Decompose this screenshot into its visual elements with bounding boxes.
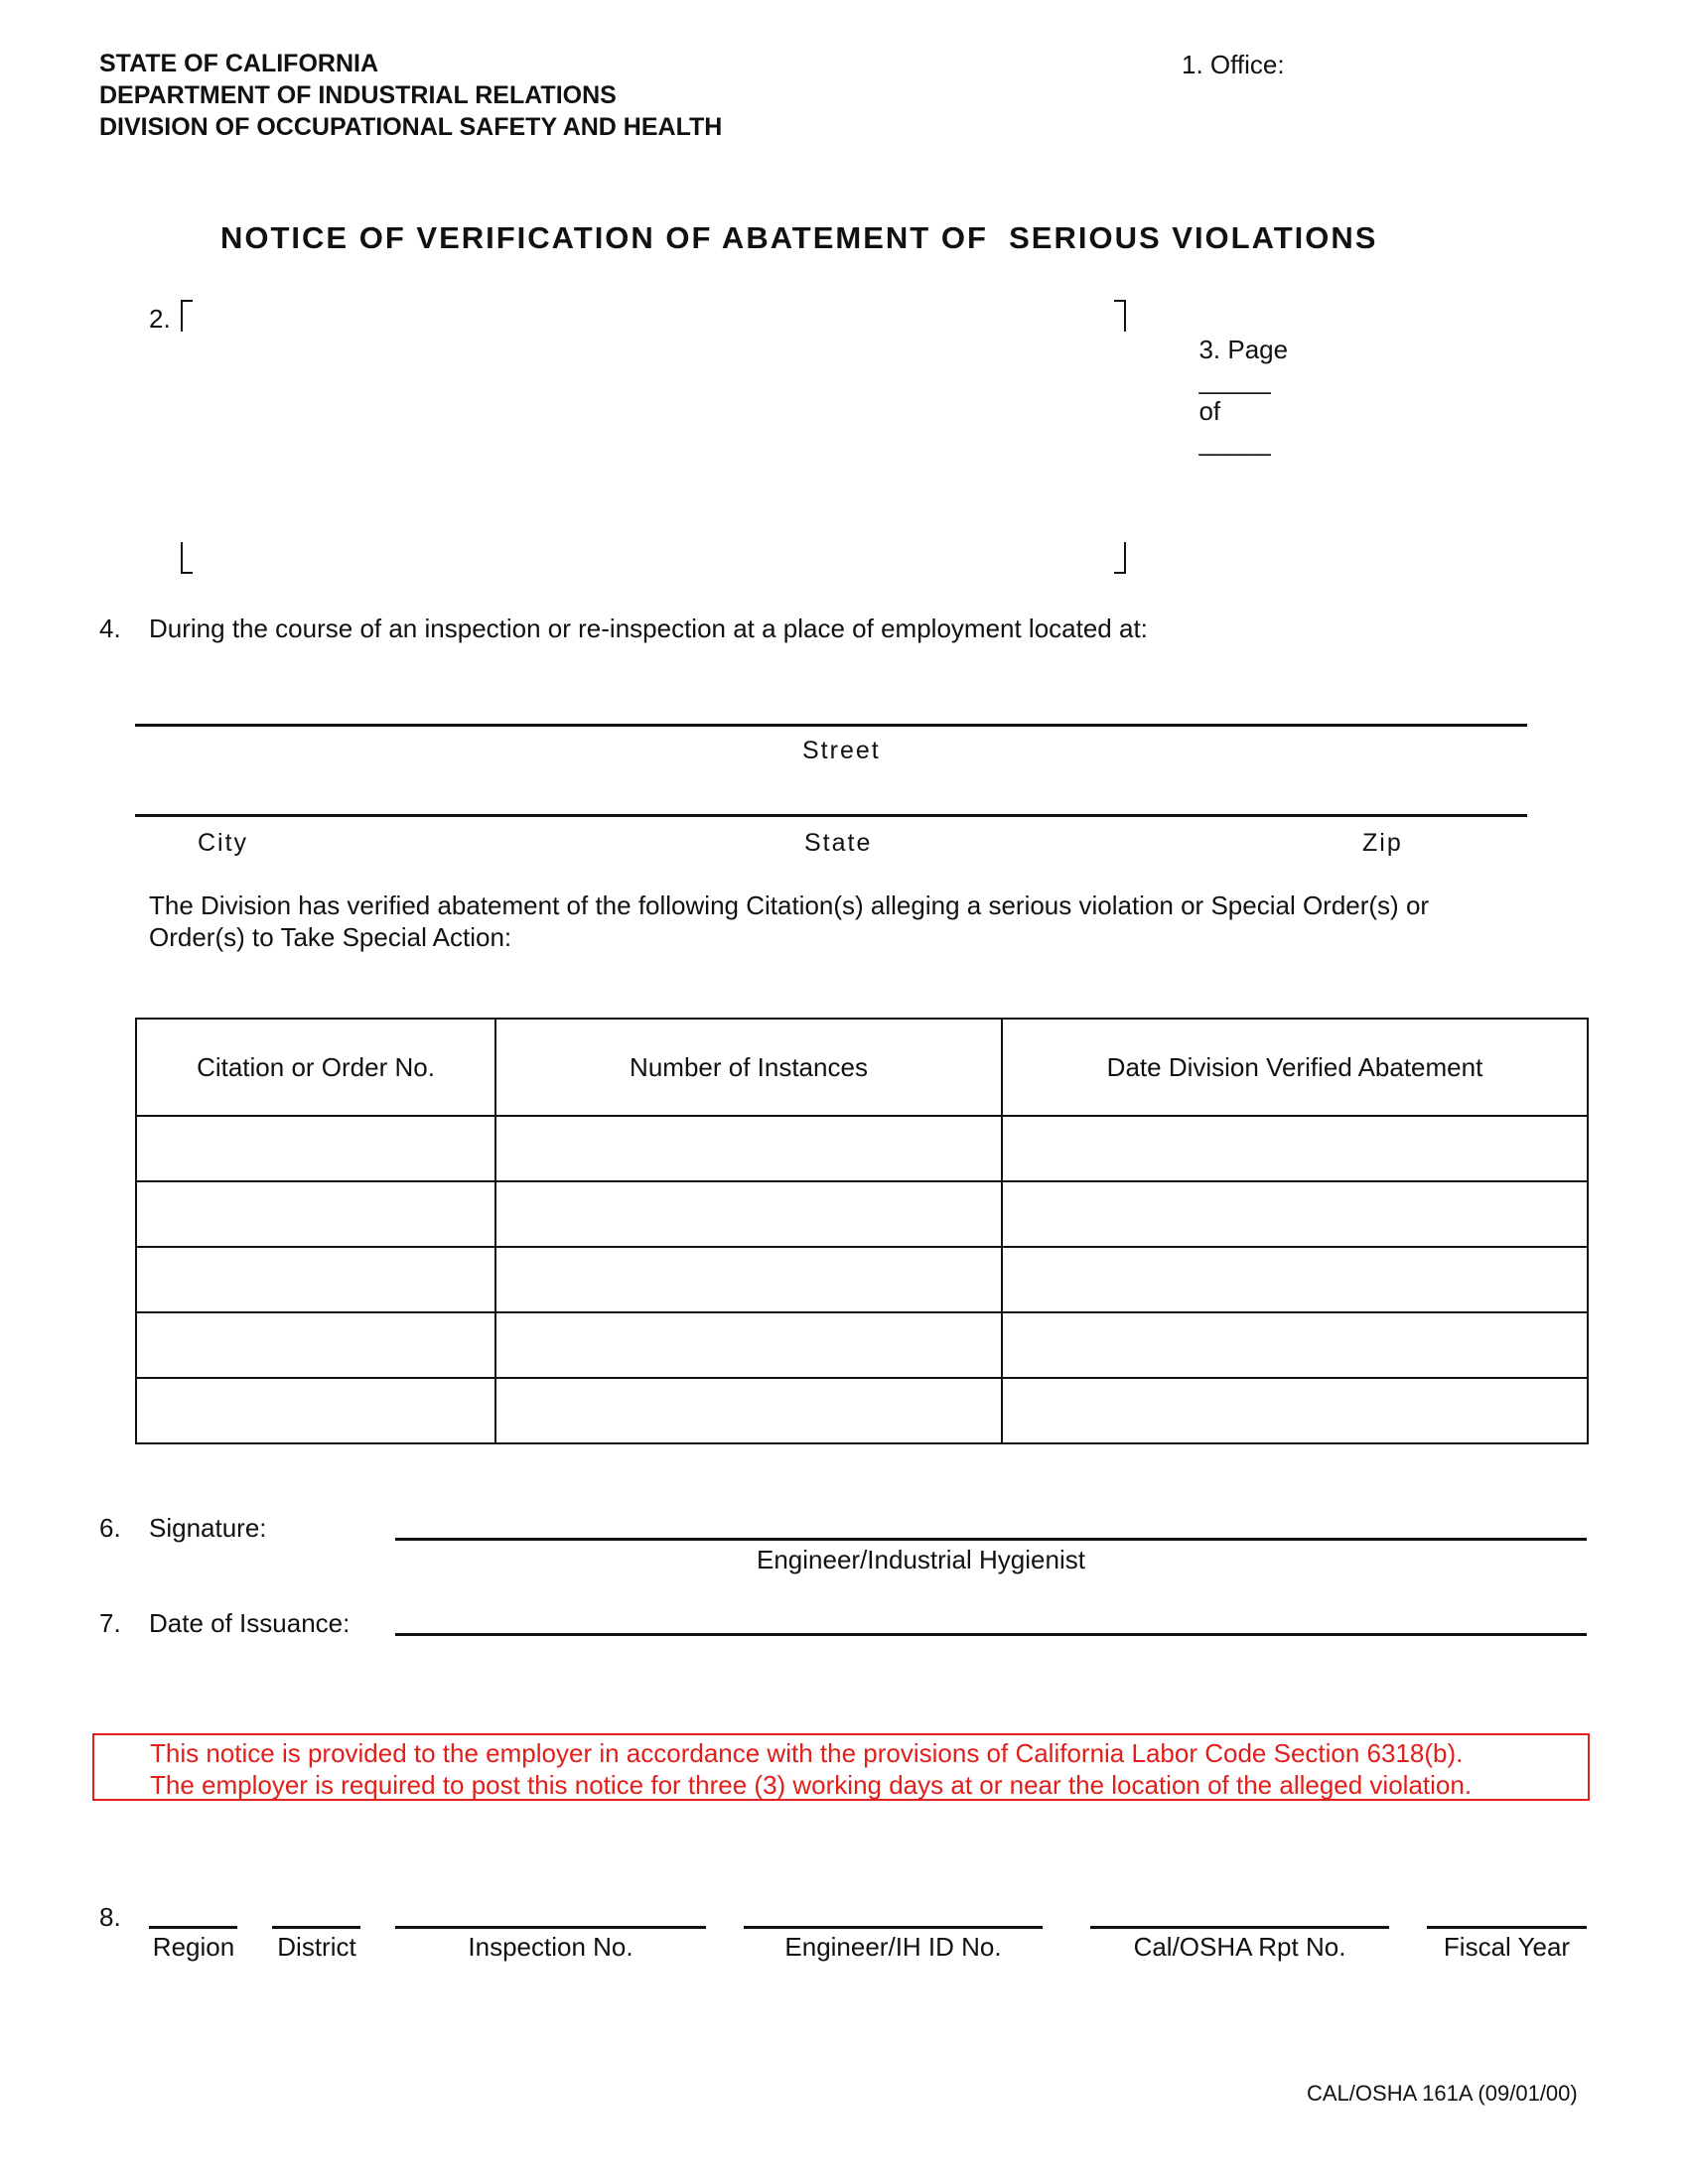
page-total-blank[interactable]: _____ — [1198, 427, 1271, 457]
date-verified-cell[interactable] — [1002, 1116, 1588, 1181]
citation-no-header: Citation or Order No. — [136, 1019, 495, 1116]
page-of-label: of — [1198, 396, 1221, 426]
citation-no-cell[interactable] — [136, 1378, 495, 1443]
address-bracket-bottom-right — [1114, 542, 1126, 574]
table-row — [136, 1247, 1588, 1312]
form-id: CAL/OSHA 161A (09/01/00) — [1307, 2081, 1578, 2106]
item-4-text: During the course of an inspection or re-inspection at a place of employment located at: — [149, 614, 1148, 643]
engineer-id-label: Engineer/IH ID No. — [784, 1932, 1002, 1962]
zip-label: Zip — [1362, 829, 1403, 857]
notice-line-2: The employer is required to post this notice for three (3) working days at or near the location of the alleged violation. — [150, 1770, 1473, 1800]
page-number[interactable] — [1185, 304, 1288, 458]
fiscal-year-line[interactable] — [1427, 1926, 1587, 1929]
page-current-blank[interactable]: _____ — [1198, 365, 1271, 395]
table-row — [136, 1116, 1588, 1181]
item-7-number: 7. — [99, 1608, 121, 1638]
date-verified-cell[interactable] — [1002, 1378, 1588, 1443]
signature-sublabel: Engineer/Industrial Hygienist — [757, 1545, 1085, 1574]
citation-no-cell[interactable] — [136, 1116, 495, 1181]
posting-notice — [92, 1733, 1590, 1801]
item-2-number: 2. — [149, 304, 171, 334]
signature-label: Signature: — [149, 1513, 267, 1543]
table-row — [136, 1312, 1588, 1378]
table-header-row — [136, 1019, 1588, 1116]
engineer-id-line[interactable] — [744, 1926, 1043, 1929]
office-label: 1. Office: — [1182, 50, 1285, 79]
date-verified-header: Date Division Verified Abatement — [1002, 1019, 1588, 1116]
citation-no-cell[interactable] — [136, 1247, 495, 1312]
verified-abatement-text: The Division has verified abatement of the following Citation(s) alleging a serious violation or Special Order(s) or Order(s) to Take Special Action: — [149, 890, 1430, 952]
page-label: 3. Page — [1198, 335, 1289, 364]
street-line[interactable] — [135, 724, 1527, 727]
instances-header: Number of Instances — [495, 1019, 1002, 1116]
table-row — [136, 1181, 1588, 1247]
citation-no-cell[interactable] — [136, 1181, 495, 1247]
fiscal-year-label: Fiscal Year — [1443, 1932, 1571, 1962]
item-8-number: 8. — [99, 1902, 121, 1932]
citation-no-cell[interactable] — [136, 1312, 495, 1378]
date-verified-cell[interactable] — [1002, 1247, 1588, 1312]
rpt-no-line[interactable] — [1090, 1926, 1389, 1929]
date-verified-cell[interactable] — [1002, 1312, 1588, 1378]
table-row — [136, 1378, 1588, 1443]
instances-cell[interactable] — [495, 1378, 1002, 1443]
region-label: Region — [152, 1932, 235, 1962]
address-bracket-top-right — [1114, 300, 1126, 332]
employer-address-box[interactable] — [191, 310, 1104, 562]
date-verified-cell[interactable] — [1002, 1181, 1588, 1247]
street-label: Street — [802, 737, 881, 764]
date-of-issuance-line[interactable] — [395, 1633, 1587, 1636]
district-line[interactable] — [272, 1926, 360, 1929]
region-line[interactable] — [149, 1926, 237, 1929]
inspection-no-line[interactable] — [395, 1926, 706, 1929]
state-label: State — [804, 829, 873, 857]
city-label: City — [198, 829, 249, 857]
date-of-issuance-label: Date of Issuance: — [149, 1608, 351, 1638]
instances-cell[interactable] — [495, 1181, 1002, 1247]
citation-table — [135, 1018, 1589, 1444]
instances-cell[interactable] — [495, 1116, 1002, 1181]
district-label: District — [277, 1932, 356, 1962]
inspection-no-label: Inspection No. — [468, 1932, 633, 1962]
page-title: NOTICE OF VERIFICATION OF ABATEMENT OF SERIOUS VIOLATIONS — [220, 220, 1378, 255]
instances-cell[interactable] — [495, 1312, 1002, 1378]
item-4-number: 4. — [99, 614, 121, 643]
city-state-zip-line[interactable] — [135, 814, 1527, 817]
agency-department: DEPARTMENT OF INDUSTRIAL RELATIONS — [99, 81, 617, 109]
instances-cell[interactable] — [495, 1247, 1002, 1312]
item-6-number: 6. — [99, 1513, 121, 1543]
agency-division: DIVISION OF OCCUPATIONAL SAFETY AND HEALTH — [99, 113, 723, 141]
signature-line[interactable] — [395, 1538, 1587, 1541]
notice-line-1: This notice is provided to the employer in accordance with the provisions of California Labor Code Section 6318(b). — [150, 1738, 1464, 1768]
rpt-no-label: Cal/OSHA Rpt No. — [1133, 1932, 1346, 1962]
agency-state: STATE OF CALIFORNIA — [99, 50, 378, 77]
